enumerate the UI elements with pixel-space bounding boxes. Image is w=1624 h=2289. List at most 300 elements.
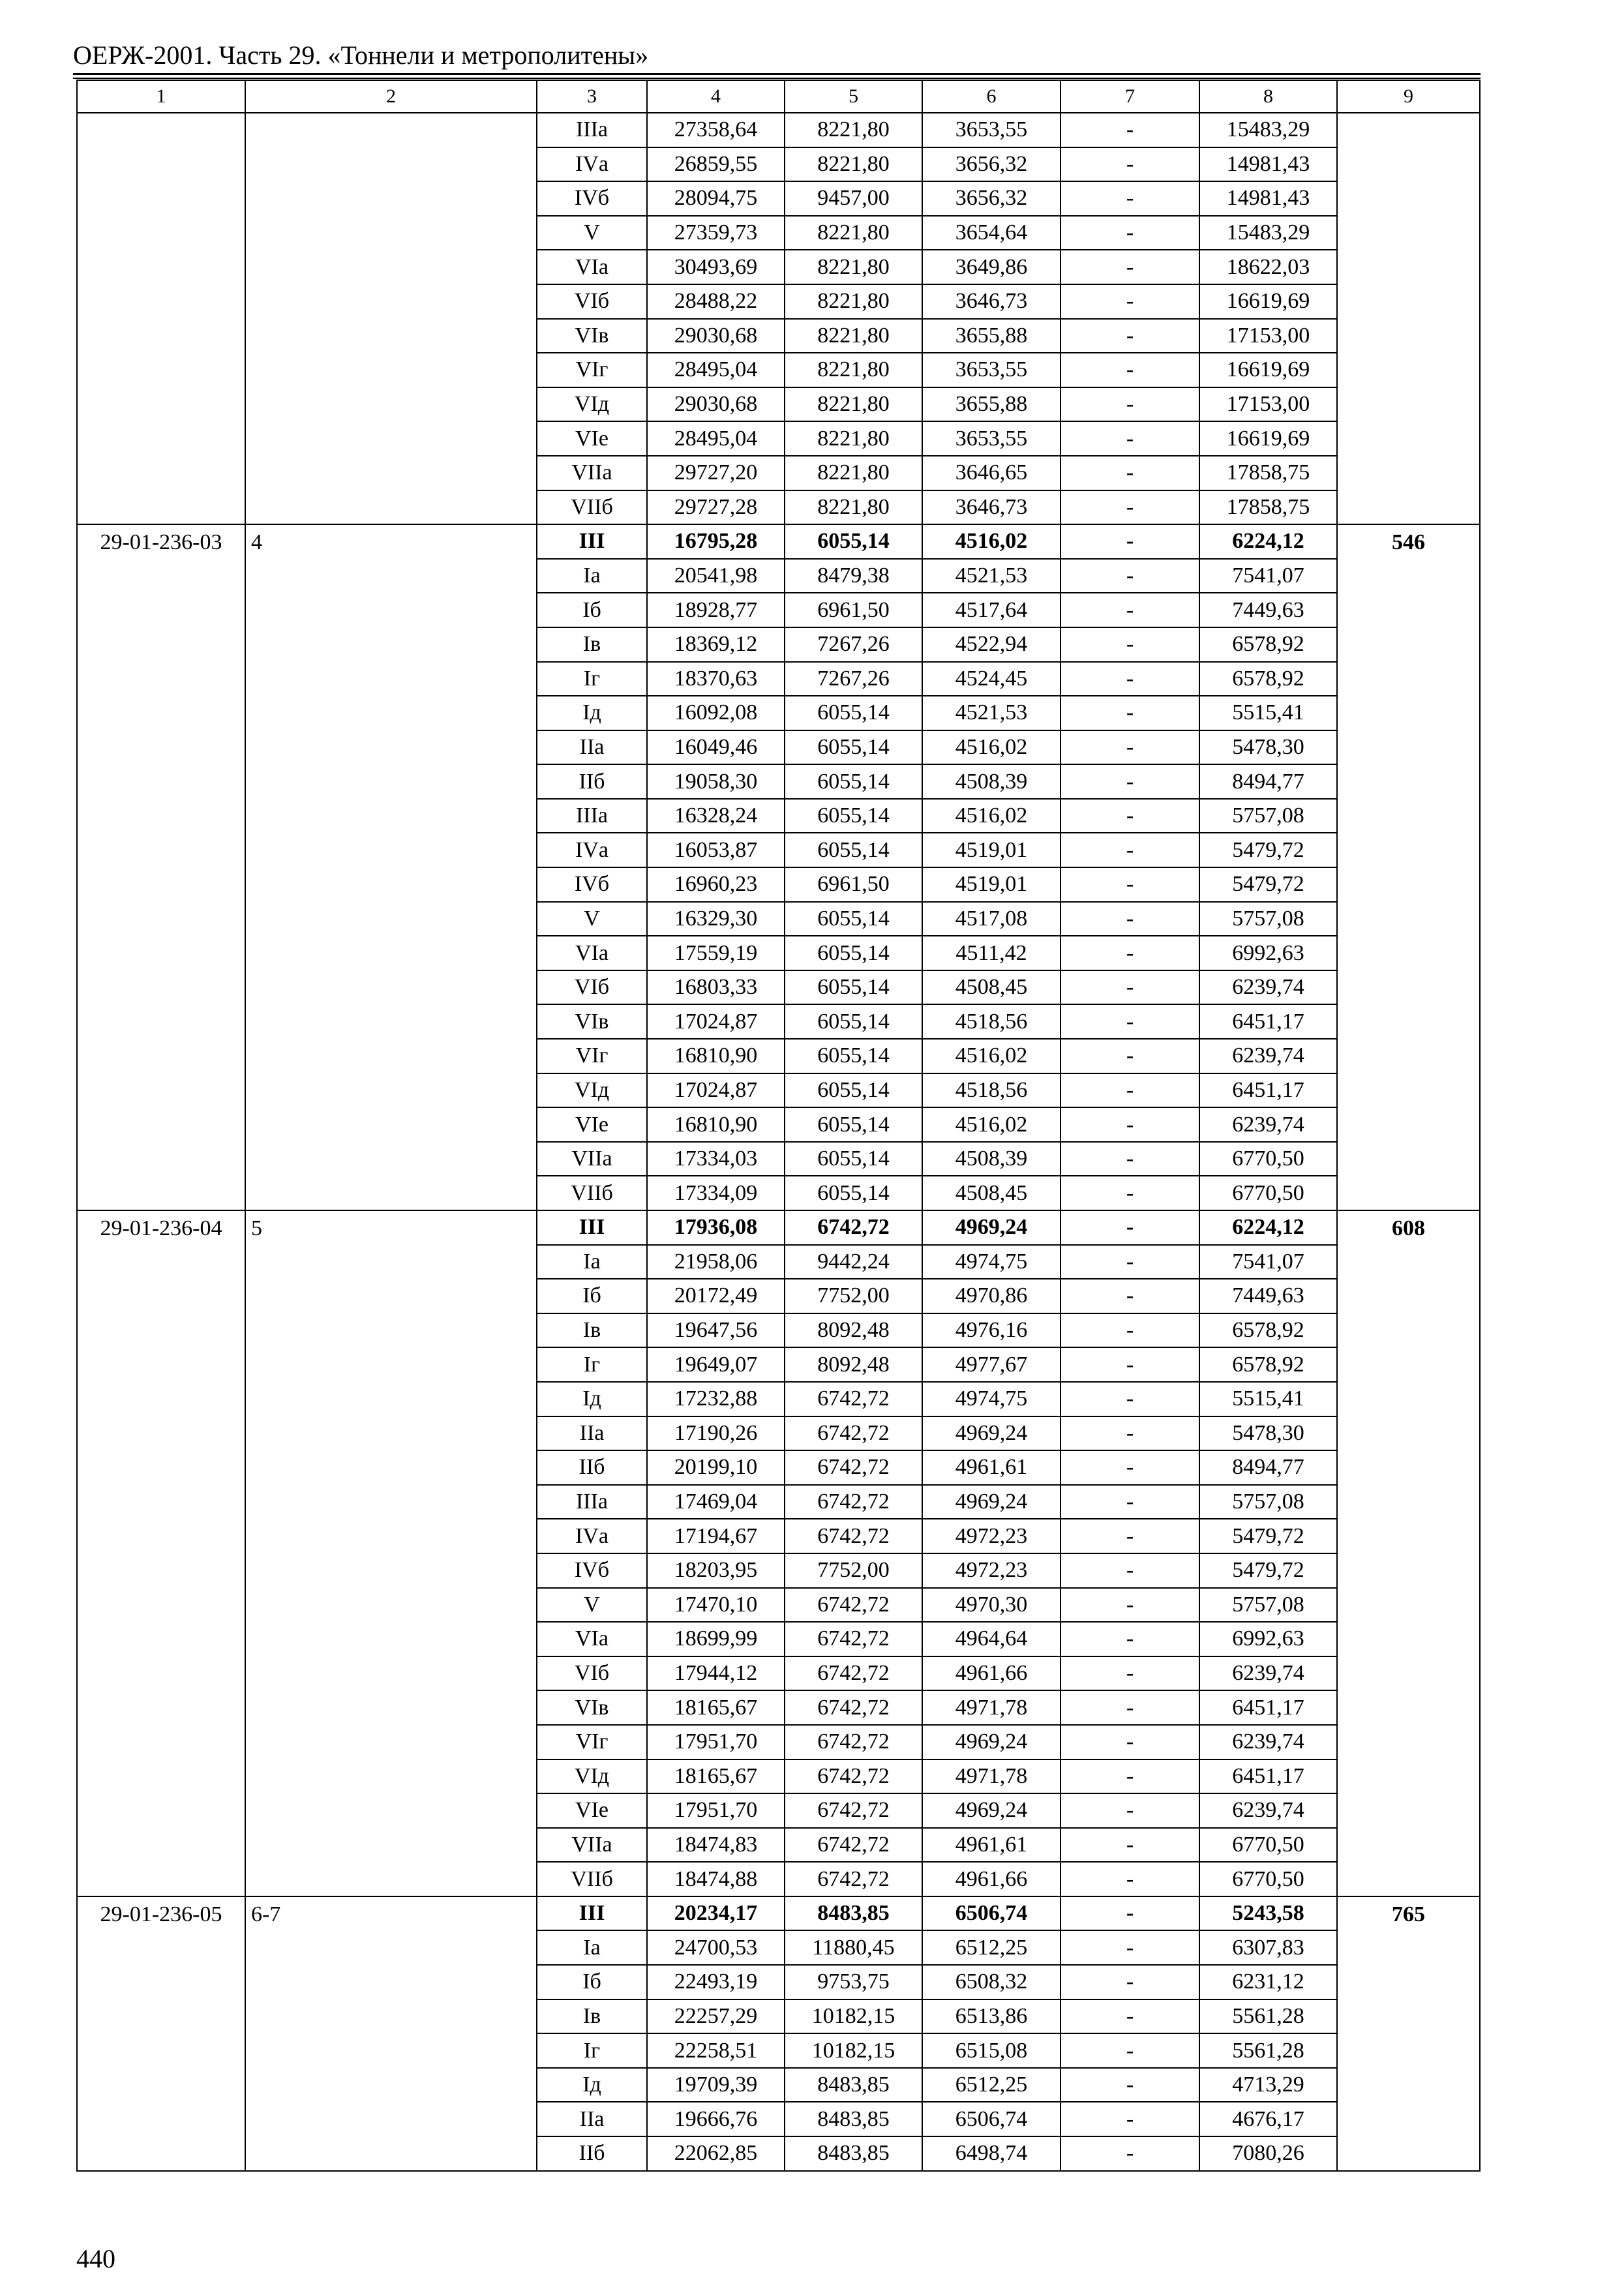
header-rule-thin: [73, 78, 1481, 79]
value-cell: 7449,63: [1199, 1279, 1337, 1313]
value-cell: 20199,10: [647, 1450, 785, 1485]
value-cell: -: [1060, 1622, 1199, 1656]
value-cell: V: [537, 1588, 647, 1623]
value-cell: 6742,72: [785, 1690, 922, 1725]
value-cell: VIб: [537, 1656, 647, 1691]
value-cell: VIIа: [537, 456, 647, 490]
value-cell: 6742,72: [785, 1622, 922, 1656]
value-cell: 6742,72: [785, 1862, 922, 1896]
value-cell: 19666,76: [647, 2102, 785, 2136]
value-cell: -: [1060, 1828, 1199, 1863]
value-cell: IIа: [537, 730, 647, 765]
value-cell: -: [1060, 1347, 1199, 1382]
value-cell: 29030,68: [647, 387, 785, 422]
value-cell: 18370,63: [647, 662, 785, 696]
value-cell: -: [1060, 833, 1199, 867]
value-cell: 6508,32: [922, 1965, 1060, 1999]
value-cell: Iб: [537, 1279, 647, 1313]
value-cell: 29727,28: [647, 490, 785, 525]
value-cell: 22062,85: [647, 2136, 785, 2171]
column-number: 9: [1337, 80, 1480, 113]
value-cell: 18369,12: [647, 627, 785, 662]
value-cell: 6742,72: [785, 1656, 922, 1691]
value-cell: -: [1060, 1004, 1199, 1039]
value-cell: Iв: [537, 1313, 647, 1348]
value-cell: V: [537, 216, 647, 250]
value-cell: 5561,28: [1199, 1999, 1337, 2034]
value-cell: 6055,14: [785, 730, 922, 765]
value-cell: 6742,72: [785, 1759, 922, 1794]
value-cell: 5479,72: [1199, 833, 1337, 867]
value-cell: -: [1060, 1245, 1199, 1279]
value-cell: -: [1060, 1382, 1199, 1416]
value-cell: -: [1060, 1176, 1199, 1210]
value-cell: 16053,87: [647, 833, 785, 867]
value-cell: 5757,08: [1199, 799, 1337, 833]
value-cell: 17936,08: [647, 1210, 785, 1245]
page-header: ОЕРЖ-2001. Часть 29. «Тоннели и метрополитены»: [73, 40, 649, 70]
value-cell: 4508,39: [922, 1142, 1060, 1176]
value-cell: -: [1060, 216, 1199, 250]
value-cell: 6992,63: [1199, 936, 1337, 970]
value-cell: 19709,39: [647, 2068, 785, 2102]
value-cell: 8483,85: [785, 2068, 922, 2102]
value-cell: 4974,75: [922, 1382, 1060, 1416]
value-cell: IIа: [537, 1416, 647, 1451]
value-cell: 5479,72: [1199, 1553, 1337, 1588]
value-cell: 27359,73: [647, 216, 785, 250]
value-cell: -: [1060, 662, 1199, 696]
value-cell: 4516,02: [922, 1039, 1060, 1073]
value-cell: 19058,30: [647, 764, 785, 799]
value-cell: 7267,26: [785, 662, 922, 696]
value-cell: 6451,17: [1199, 1690, 1337, 1725]
value-cell: 6239,74: [1199, 1656, 1337, 1691]
value-cell: 6578,92: [1199, 1313, 1337, 1348]
value-cell: -: [1060, 353, 1199, 387]
column-number: 4: [647, 80, 785, 113]
value-cell: 4511,42: [922, 936, 1060, 970]
value-cell: 7541,07: [1199, 559, 1337, 593]
value-cell: 16092,08: [647, 696, 785, 730]
value-cell: 17190,26: [647, 1416, 785, 1451]
value-cell: 9442,24: [785, 1245, 922, 1279]
value-cell: 6742,72: [785, 1793, 922, 1828]
value-cell: 6506,74: [922, 1896, 1060, 1931]
value-cell: 4516,02: [922, 730, 1060, 765]
category-cell: 5: [245, 1210, 537, 1896]
value-cell: 4969,24: [922, 1793, 1060, 1828]
value-cell: 8221,80: [785, 147, 922, 182]
value-cell: 6055,14: [785, 524, 922, 559]
value-cell: 6742,72: [785, 1450, 922, 1485]
value-cell: V: [537, 902, 647, 936]
value-cell: 8092,48: [785, 1313, 922, 1348]
value-cell: 8483,85: [785, 1896, 922, 1931]
value-cell: 4516,02: [922, 799, 1060, 833]
total-cell: [1337, 113, 1480, 524]
value-cell: 22493,19: [647, 1965, 785, 1999]
value-cell: 17232,88: [647, 1382, 785, 1416]
value-cell: IIб: [537, 1450, 647, 1485]
value-cell: -: [1060, 799, 1199, 833]
value-cell: 3653,55: [922, 113, 1060, 147]
value-cell: 20541,98: [647, 559, 785, 593]
value-cell: 6512,25: [922, 1930, 1060, 1965]
value-cell: 17153,00: [1199, 319, 1337, 353]
table-row: [77, 113, 1480, 147]
value-cell: 6742,72: [785, 1416, 922, 1451]
value-cell: VIIа: [537, 1828, 647, 1863]
category-cell: [245, 113, 537, 524]
value-cell: IIIа: [537, 1485, 647, 1519]
value-cell: -: [1060, 1073, 1199, 1108]
value-cell: 3655,88: [922, 319, 1060, 353]
value-cell: VIд: [537, 1759, 647, 1794]
value-cell: 3656,32: [922, 147, 1060, 182]
value-cell: -: [1060, 456, 1199, 490]
value-cell: -: [1060, 490, 1199, 525]
value-cell: VIа: [537, 1622, 647, 1656]
value-cell: 6742,72: [785, 1519, 922, 1553]
value-cell: 6512,25: [922, 2068, 1060, 2102]
value-cell: VIIб: [537, 1862, 647, 1896]
value-cell: -: [1060, 1896, 1199, 1931]
value-cell: 4970,30: [922, 1588, 1060, 1623]
value-cell: 17858,75: [1199, 456, 1337, 490]
value-cell: 4974,75: [922, 1245, 1060, 1279]
value-cell: VIб: [537, 970, 647, 1005]
value-cell: -: [1060, 1759, 1199, 1794]
column-number: 8: [1199, 80, 1337, 113]
value-cell: 6451,17: [1199, 1073, 1337, 1108]
value-cell: 17194,67: [647, 1519, 785, 1553]
total-cell: 546: [1337, 524, 1480, 1210]
value-cell: 4516,02: [922, 1107, 1060, 1142]
value-cell: 16803,33: [647, 970, 785, 1005]
value-cell: 27358,64: [647, 113, 785, 147]
value-cell: 6742,72: [785, 1588, 922, 1623]
value-cell: 5757,08: [1199, 1588, 1337, 1623]
value-cell: 5515,41: [1199, 696, 1337, 730]
value-cell: 16795,28: [647, 524, 785, 559]
value-cell: 28495,04: [647, 353, 785, 387]
value-cell: 5757,08: [1199, 902, 1337, 936]
value-cell: IVа: [537, 1519, 647, 1553]
value-cell: 28495,04: [647, 421, 785, 456]
value-cell: 4964,64: [922, 1622, 1060, 1656]
value-cell: 3646,73: [922, 490, 1060, 525]
value-cell: Iг: [537, 662, 647, 696]
value-cell: 6578,92: [1199, 627, 1337, 662]
code-cell: 29-01-236-03: [77, 524, 245, 1210]
value-cell: IVа: [537, 833, 647, 867]
rates-table: [76, 80, 1481, 2172]
value-cell: 22257,29: [647, 1999, 785, 2034]
value-cell: -: [1060, 421, 1199, 456]
value-cell: VIг: [537, 1725, 647, 1759]
value-cell: 4522,94: [922, 627, 1060, 662]
value-cell: 4524,45: [922, 662, 1060, 696]
table-row: [77, 1210, 1480, 1245]
code-cell: [77, 113, 245, 524]
value-cell: 3649,86: [922, 250, 1060, 284]
value-cell: 16049,46: [647, 730, 785, 765]
value-cell: 6055,14: [785, 936, 922, 970]
value-cell: 4517,64: [922, 593, 1060, 627]
value-cell: 4519,01: [922, 867, 1060, 902]
value-cell: 6055,14: [785, 1039, 922, 1073]
value-cell: 14981,43: [1199, 181, 1337, 216]
value-cell: -: [1060, 1553, 1199, 1588]
value-cell: 6770,50: [1199, 1176, 1337, 1210]
value-cell: -: [1060, 1725, 1199, 1759]
value-cell: 20172,49: [647, 1279, 785, 1313]
value-cell: VIIб: [537, 1176, 647, 1210]
value-cell: -: [1060, 181, 1199, 216]
value-cell: VIд: [537, 387, 647, 422]
value-cell: 6451,17: [1199, 1004, 1337, 1039]
value-cell: 4976,16: [922, 1313, 1060, 1348]
value-cell: -: [1060, 524, 1199, 559]
value-cell: 5757,08: [1199, 1485, 1337, 1519]
value-cell: 6513,86: [922, 1999, 1060, 2034]
value-cell: 4969,24: [922, 1485, 1060, 1519]
value-cell: -: [1060, 764, 1199, 799]
value-cell: -: [1060, 559, 1199, 593]
value-cell: 18699,99: [647, 1622, 785, 1656]
value-cell: Iб: [537, 593, 647, 627]
value-cell: 7449,63: [1199, 593, 1337, 627]
value-cell: 4977,67: [922, 1347, 1060, 1382]
value-cell: 4961,61: [922, 1450, 1060, 1485]
value-cell: 6992,63: [1199, 1622, 1337, 1656]
value-cell: 8092,48: [785, 1347, 922, 1382]
column-number: 5: [785, 80, 922, 113]
value-cell: -: [1060, 250, 1199, 284]
value-cell: 11880,45: [785, 1930, 922, 1965]
value-cell: VIг: [537, 353, 647, 387]
value-cell: III: [537, 524, 647, 559]
value-cell: 4970,86: [922, 1279, 1060, 1313]
column-number: 7: [1060, 80, 1199, 113]
value-cell: 17024,87: [647, 1004, 785, 1039]
value-cell: 10182,15: [785, 2033, 922, 2068]
value-cell: 14981,43: [1199, 147, 1337, 182]
value-cell: 6578,92: [1199, 1347, 1337, 1382]
category-cell: 6-7: [245, 1896, 537, 2171]
value-cell: 15483,29: [1199, 216, 1337, 250]
value-cell: VIе: [537, 1107, 647, 1142]
value-cell: 15483,29: [1199, 113, 1337, 147]
value-cell: 6055,14: [785, 1073, 922, 1108]
value-cell: 6239,74: [1199, 1725, 1337, 1759]
value-cell: 4969,24: [922, 1210, 1060, 1245]
value-cell: III: [537, 1210, 647, 1245]
value-cell: 17153,00: [1199, 387, 1337, 422]
value-cell: 6239,74: [1199, 1793, 1337, 1828]
value-cell: Iд: [537, 1382, 647, 1416]
value-cell: 18622,03: [1199, 250, 1337, 284]
value-cell: IIIа: [537, 113, 647, 147]
value-cell: 8221,80: [785, 421, 922, 456]
value-cell: -: [1060, 113, 1199, 147]
column-number-row: [77, 80, 1480, 113]
value-cell: 16619,69: [1199, 353, 1337, 387]
value-cell: 6055,14: [785, 902, 922, 936]
value-cell: VIа: [537, 936, 647, 970]
value-cell: IVб: [537, 1553, 647, 1588]
value-cell: 6961,50: [785, 867, 922, 902]
value-cell: VIа: [537, 250, 647, 284]
value-cell: 8483,85: [785, 2102, 922, 2136]
value-cell: 8479,38: [785, 559, 922, 593]
value-cell: 6055,14: [785, 1176, 922, 1210]
value-cell: 16810,90: [647, 1107, 785, 1142]
value-cell: 17470,10: [647, 1588, 785, 1623]
value-cell: IVа: [537, 147, 647, 182]
total-cell: 608: [1337, 1210, 1480, 1896]
value-cell: 6239,74: [1199, 1039, 1337, 1073]
value-cell: 17334,03: [647, 1142, 785, 1176]
value-cell: 10182,15: [785, 1999, 922, 2034]
value-cell: 19647,56: [647, 1313, 785, 1348]
value-cell: 8221,80: [785, 490, 922, 525]
value-cell: 4518,56: [922, 1073, 1060, 1108]
page-number: 440: [76, 2244, 115, 2273]
value-cell: 6055,14: [785, 1004, 922, 1039]
value-cell: -: [1060, 1519, 1199, 1553]
value-cell: 3656,32: [922, 181, 1060, 216]
value-cell: 8221,80: [785, 353, 922, 387]
value-cell: 6307,83: [1199, 1930, 1337, 1965]
value-cell: 18203,95: [647, 1553, 785, 1588]
value-cell: 6770,50: [1199, 1828, 1337, 1863]
value-cell: VIд: [537, 1073, 647, 1108]
value-cell: 28488,22: [647, 284, 785, 319]
value-cell: VIIа: [537, 1142, 647, 1176]
value-cell: 6224,12: [1199, 1210, 1337, 1245]
value-cell: 6224,12: [1199, 524, 1337, 559]
value-cell: 4972,23: [922, 1519, 1060, 1553]
value-cell: 8483,85: [785, 2136, 922, 2171]
value-cell: 6055,14: [785, 833, 922, 867]
value-cell: 7541,07: [1199, 1245, 1337, 1279]
value-cell: -: [1060, 2102, 1199, 2136]
value-cell: VIг: [537, 1039, 647, 1073]
value-cell: 16960,23: [647, 867, 785, 902]
column-number: 1: [77, 80, 245, 113]
value-cell: VIIб: [537, 490, 647, 525]
value-cell: 28094,75: [647, 181, 785, 216]
value-cell: -: [1060, 1416, 1199, 1451]
value-cell: VIв: [537, 1690, 647, 1725]
value-cell: 7752,00: [785, 1279, 922, 1313]
value-cell: 6742,72: [785, 1725, 922, 1759]
column-number: 3: [537, 80, 647, 113]
value-cell: 18474,88: [647, 1862, 785, 1896]
value-cell: 20234,17: [647, 1896, 785, 1931]
value-cell: -: [1060, 970, 1199, 1005]
value-cell: 4961,66: [922, 1656, 1060, 1691]
value-cell: 7080,26: [1199, 2136, 1337, 2171]
value-cell: 17944,12: [647, 1656, 785, 1691]
value-cell: -: [1060, 1965, 1199, 1999]
value-cell: Iв: [537, 627, 647, 662]
value-cell: VIв: [537, 319, 647, 353]
value-cell: VIе: [537, 1793, 647, 1828]
value-cell: 17951,70: [647, 1793, 785, 1828]
value-cell: -: [1060, 936, 1199, 970]
value-cell: 8494,77: [1199, 764, 1337, 799]
value-cell: 4969,24: [922, 1725, 1060, 1759]
value-cell: 7752,00: [785, 1553, 922, 1588]
value-cell: 6055,14: [785, 1142, 922, 1176]
code-cell: 29-01-236-05: [77, 1896, 245, 2171]
value-cell: -: [1060, 1210, 1199, 1245]
category-cell: 4: [245, 524, 537, 1210]
value-cell: 5479,72: [1199, 867, 1337, 902]
value-cell: 4969,24: [922, 1416, 1060, 1451]
column-number: 6: [922, 80, 1060, 113]
value-cell: 5478,30: [1199, 730, 1337, 765]
value-cell: 4521,53: [922, 559, 1060, 593]
value-cell: Iа: [537, 559, 647, 593]
value-cell: 4518,56: [922, 1004, 1060, 1039]
value-cell: -: [1060, 1450, 1199, 1485]
value-cell: 4971,78: [922, 1690, 1060, 1725]
value-cell: VIб: [537, 284, 647, 319]
value-cell: 3655,88: [922, 387, 1060, 422]
value-cell: 9457,00: [785, 181, 922, 216]
value-cell: VIе: [537, 421, 647, 456]
value-cell: IVб: [537, 867, 647, 902]
value-cell: -: [1060, 1793, 1199, 1828]
table-row: [77, 1896, 1480, 1931]
code-cell: 29-01-236-04: [77, 1210, 245, 1896]
value-cell: 6770,50: [1199, 1862, 1337, 1896]
value-cell: 16810,90: [647, 1039, 785, 1073]
value-cell: IIIа: [537, 799, 647, 833]
value-cell: 3646,65: [922, 456, 1060, 490]
value-cell: 4508,45: [922, 1176, 1060, 1210]
value-cell: 4961,61: [922, 1828, 1060, 1863]
value-cell: 6231,12: [1199, 1965, 1337, 1999]
value-cell: 3646,73: [922, 284, 1060, 319]
value-cell: -: [1060, 2068, 1199, 2102]
value-cell: 4519,01: [922, 833, 1060, 867]
value-cell: -: [1060, 1656, 1199, 1691]
value-cell: -: [1060, 387, 1199, 422]
value-cell: 19649,07: [647, 1347, 785, 1382]
value-cell: 18165,67: [647, 1690, 785, 1725]
value-cell: Iд: [537, 696, 647, 730]
value-cell: 18165,67: [647, 1759, 785, 1794]
value-cell: 17469,04: [647, 1485, 785, 1519]
column-number: 2: [245, 80, 537, 113]
value-cell: 4508,45: [922, 970, 1060, 1005]
value-cell: IVб: [537, 181, 647, 216]
value-cell: 4971,78: [922, 1759, 1060, 1794]
value-cell: -: [1060, 1999, 1199, 2034]
value-cell: -: [1060, 2136, 1199, 2171]
value-cell: -: [1060, 1930, 1199, 1965]
value-cell: 5478,30: [1199, 1416, 1337, 1451]
value-cell: 6055,14: [785, 764, 922, 799]
value-cell: 24700,53: [647, 1930, 785, 1965]
value-cell: 9753,75: [785, 1965, 922, 1999]
value-cell: -: [1060, 1142, 1199, 1176]
